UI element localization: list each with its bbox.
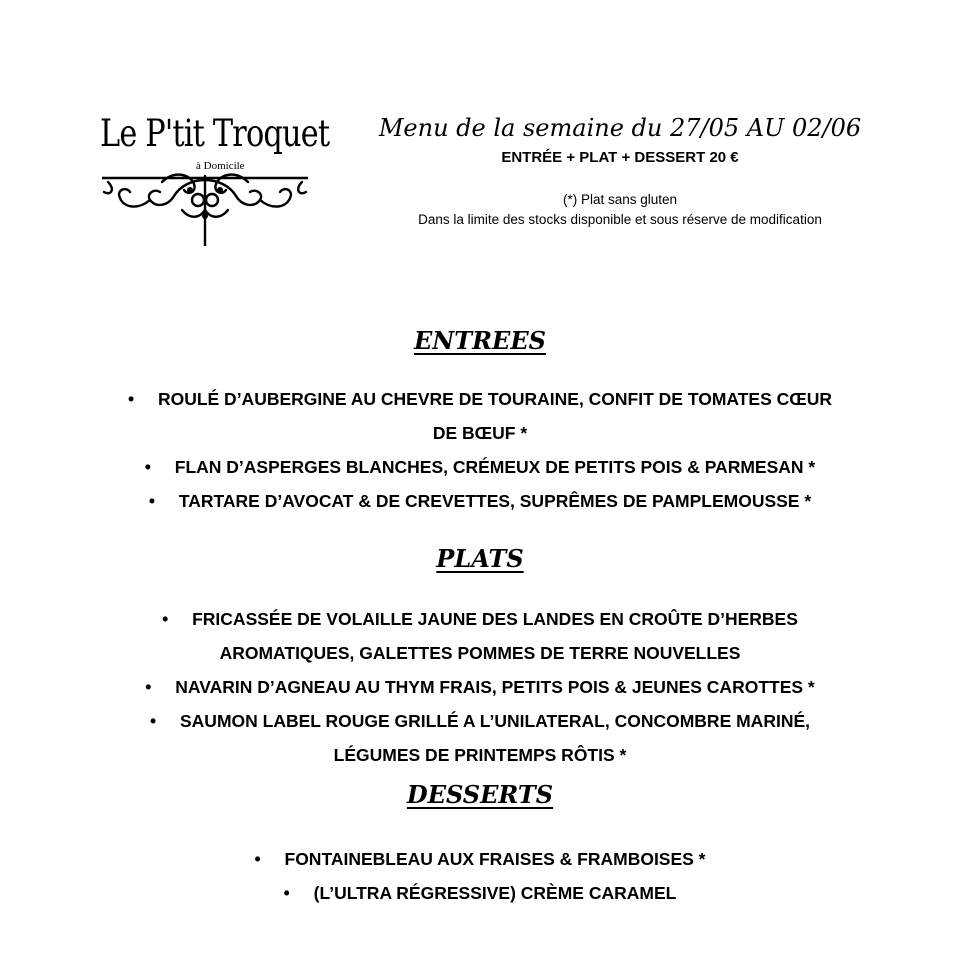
entrees-list <box>0 382 960 518</box>
list-item-label: FLAN D’ASPERGES BLANCHES, CRÉMEUX DE PETITS POIS & PARMESAN * <box>174 457 816 477</box>
gluten-note: (*) Plat sans gluten <box>562 192 678 207</box>
list-item-label: SAUMON LABEL ROUGE GRILLÉ A L’UNILATERAL, CONCOMBRE MARINÉ, <box>180 711 810 731</box>
bullet-icon: • <box>150 711 157 731</box>
bullet-icon: • <box>283 883 290 903</box>
logo-wordmark: Le P'tit Troquet <box>100 112 330 155</box>
bullet-icon: • <box>162 609 169 629</box>
bullet-icon: • <box>145 677 152 697</box>
list-item-label: ROULÉ D’AUBERGINE AU CHEVRE DE TOURAINE, CONFIT DE TOMATES CŒUR <box>157 389 833 409</box>
list-item-line: LÉGUMES DE PRINTEMPS RÔTIS * <box>333 745 627 765</box>
list-item-line <box>0 602 960 636</box>
list-item <box>0 670 960 704</box>
list-item <box>0 484 960 518</box>
list-item-line: DE BŒUF * <box>432 423 528 443</box>
desserts-list <box>0 842 960 910</box>
plats-list <box>0 602 960 772</box>
menu-title: Menu de la semaine du 27/05 AU 02/06 <box>378 114 862 142</box>
bullet-icon: • <box>144 457 151 477</box>
list-item-line: AROMATIQUES, GALETTES POMMES DE TERRE NOUVELLES <box>219 643 741 663</box>
bullet-icon: • <box>127 389 135 409</box>
restaurant-logo <box>96 108 330 248</box>
list-item-label: NAVARIN D’AGNEAU AU THYM FRAIS, PETITS POIS & JEUNES CAROTTES * <box>175 677 815 697</box>
list-item <box>0 602 960 670</box>
logo-subtitle: à Domicile <box>196 160 245 172</box>
menu-formula: ENTRÉE + PLAT + DESSERT 20 € <box>501 149 739 166</box>
list-item <box>0 876 960 910</box>
menu-header <box>350 110 890 230</box>
list-item <box>0 842 960 876</box>
list-item-line <box>0 382 960 416</box>
bullet-icon: • <box>148 491 155 511</box>
list-item-label: (L’ULTRA RÉGRESSIVE) CRÈME CARAMEL <box>313 883 677 903</box>
list-item <box>0 704 960 772</box>
bullet-icon: • <box>254 849 261 869</box>
list-item <box>0 450 960 484</box>
section-title-desserts: DESSERTS <box>406 780 554 809</box>
list-item-label: FRICASSÉE DE VOLAILLE JAUNE DES LANDES EN CROÛTE D’HERBES <box>192 609 798 629</box>
list-item-label: FONTAINEBLEAU AUX FRAISES & FRAMBOISES * <box>284 849 706 869</box>
ornament-icon <box>102 170 308 246</box>
stock-note: Dans la limite des stocks disponible et sous réserve de modification <box>418 212 822 227</box>
section-title-entrees: ENTREES <box>414 326 546 355</box>
list-item <box>0 382 960 450</box>
section-title-plats: PLATS <box>436 544 524 573</box>
list-item-label: TARTARE D’AVOCAT & DE CREVETTES, SUPRÊMES DE PAMPLEMOUSSE * <box>178 491 812 511</box>
list-item-line <box>0 704 960 738</box>
